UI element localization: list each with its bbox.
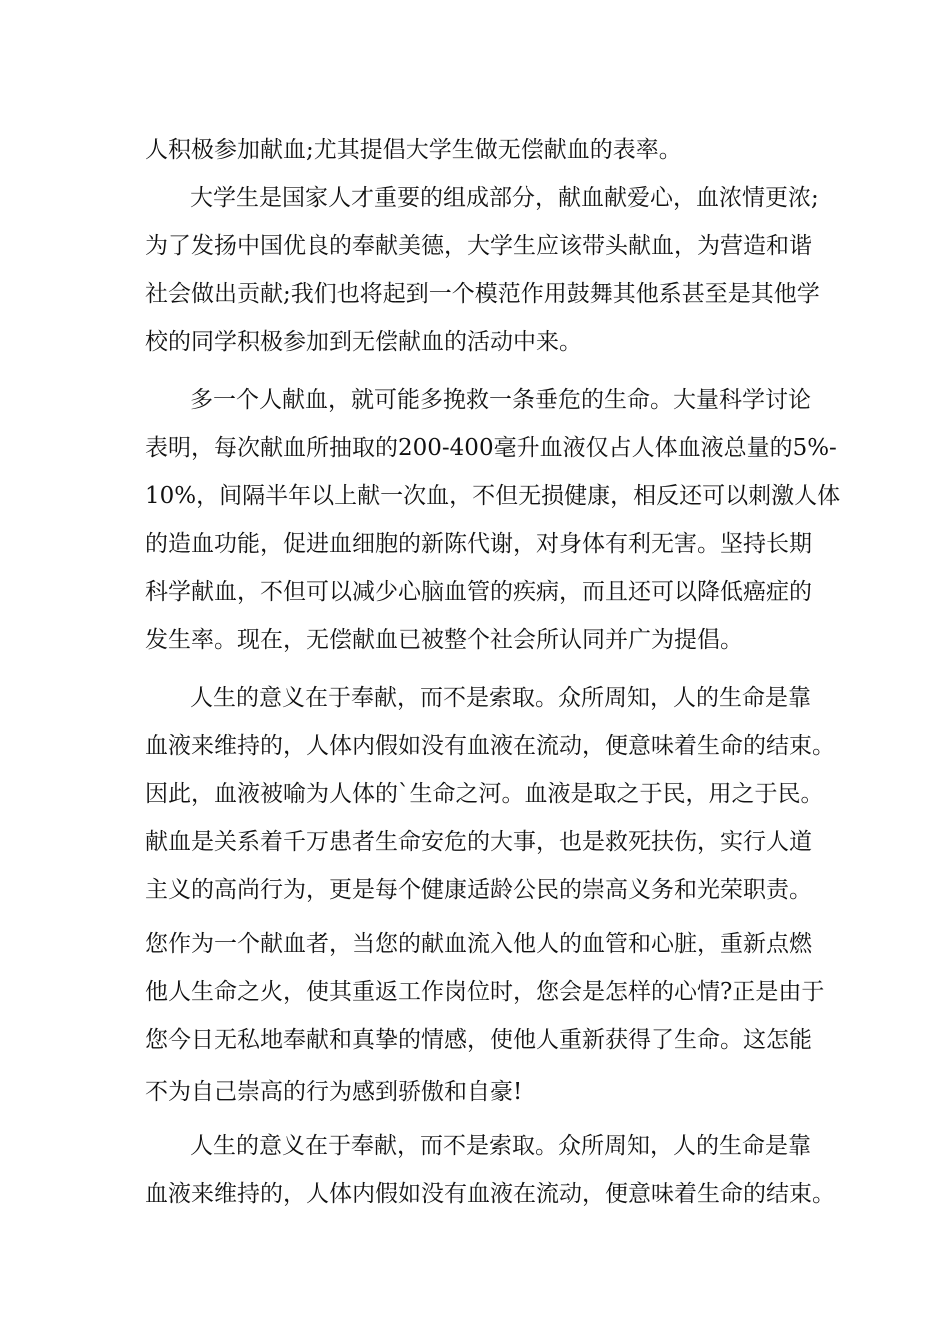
text-line: 科学献血，不但可以减少心脑血管的疾病，而且还可以降低癌症的: [145, 579, 812, 605]
text-line: 不为自己崇高的行为感到骄傲和自豪!: [145, 1079, 523, 1105]
text-line: 发生率。现在，无偿献血已被整个社会所认同并广为提倡。: [145, 627, 743, 653]
text-line: 10%，间隔半年以上献一次血，不但无损健康，相反还可以刺激人体: [145, 483, 841, 509]
text-line: 社会做出贡献;我们也将起到一个模范作用鼓舞其他系甚至是其他学: [145, 281, 820, 307]
text-line: 人积极参加献血;尤其提倡大学生做无偿献血的表率。: [145, 137, 682, 163]
text-line: 大学生是国家人才重要的组成部分，献血献爱心，血浓情更浓;: [190, 185, 819, 211]
text-line: 为了发扬中国优良的奉献美德，大学生应该带头献血，为营造和谐: [145, 233, 812, 259]
text-line: 献血是关系着千万患者生命安危的大事，也是救死扶伤，实行人道: [145, 829, 812, 855]
text-line: 因此，血液被喻为人体的`生命之河。血液是取之于民，用之于民。: [145, 781, 824, 807]
text-line: 多一个人献血，就可能多挽救一条垂危的生命。大量科学讨论: [190, 387, 811, 413]
text-line: 人生的意义在于奉献，而不是索取。众所周知，人的生命是靠: [190, 685, 811, 711]
text-line: 人生的意义在于奉献，而不是索取。众所周知，人的生命是靠: [190, 1133, 811, 1159]
text-line: 表明，每次献血所抽取的200-400毫升血液仅占人体血液总量的5%-: [145, 435, 837, 461]
text-line: 主义的高尚行为，更是每个健康适龄公民的崇高义务和光荣职责。: [145, 877, 812, 903]
text-line: 血液来维持的，人体内假如没有血液在流动，便意味着生命的结束。: [145, 1181, 835, 1207]
text-line: 您作为一个献血者，当您的献血流入他人的血管和心脏，重新点燃: [145, 931, 812, 957]
text-line: 您今日无私地奉献和真挚的情感，使他人重新获得了生命。这怎能: [145, 1027, 812, 1053]
text-line: 血液来维持的，人体内假如没有血液在流动，便意味着生命的结束。: [145, 733, 835, 759]
text-line: 校的同学积极参加到无偿献血的活动中来。: [145, 329, 582, 355]
text-line: 他人生命之火，使其重返工作岗位时，您会是怎样的心情?正是由于: [145, 979, 825, 1005]
text-line: 的造血功能，促进血细胞的新陈代谢，对身体有利无害。坚持长期: [145, 531, 812, 557]
